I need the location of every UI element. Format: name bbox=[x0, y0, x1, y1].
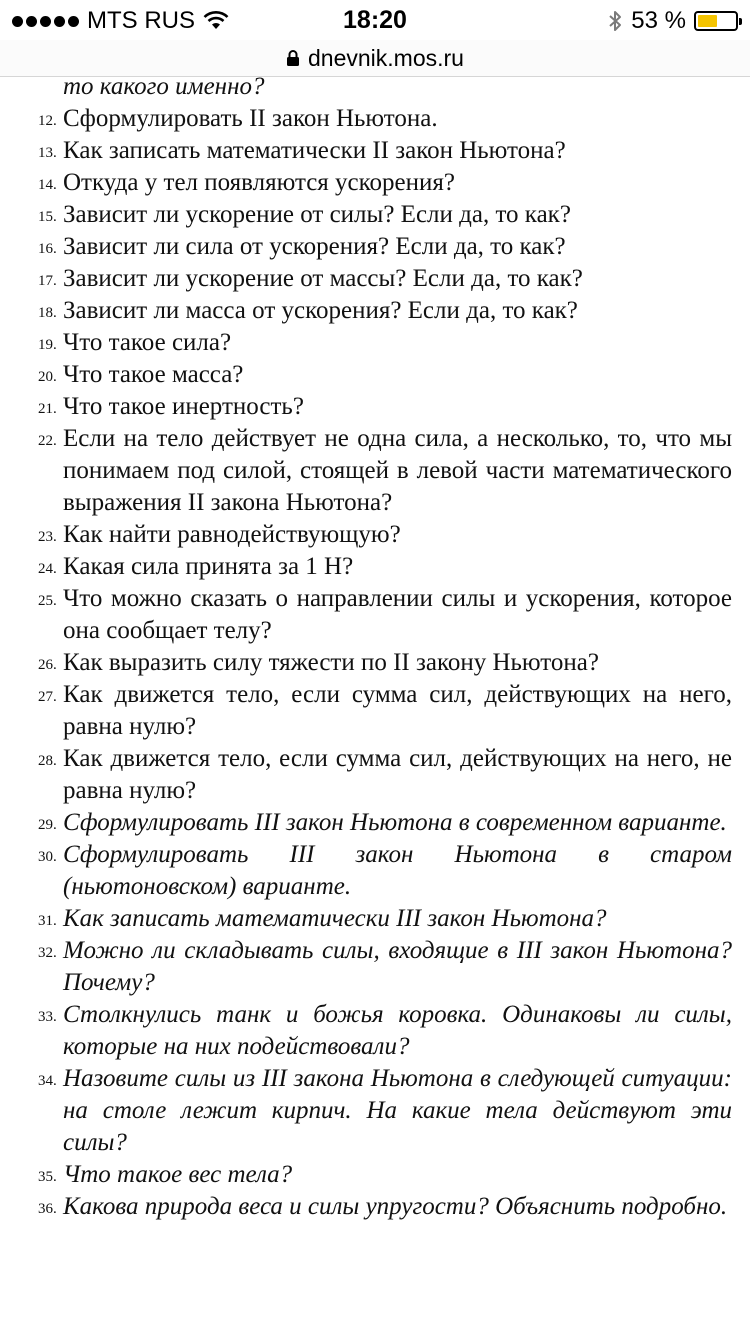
question-item bbox=[0, 1191, 750, 1223]
question-number: 12. bbox=[38, 113, 57, 129]
question-item bbox=[0, 295, 750, 327]
clock: 18:20 bbox=[343, 6, 407, 34]
lock-icon bbox=[286, 49, 300, 67]
question-number: 33. bbox=[38, 1009, 57, 1025]
question-number: 23. bbox=[38, 529, 57, 545]
question-number: 30. bbox=[38, 849, 57, 865]
question-item bbox=[0, 999, 750, 1063]
question-item bbox=[0, 743, 750, 807]
question-text: Назовите силы из III закона Ньютона в следующей ситуации: на столе лежит кирпич. На какие тела действуют эти силы? bbox=[63, 1065, 732, 1156]
question-text: Как движется тело, если сумма сил, действующих на него, не равна нулю? bbox=[63, 745, 732, 804]
partial-previous-line: то какого именно? bbox=[63, 77, 265, 100]
question-item bbox=[0, 391, 750, 423]
question-text: Как найти равнодействующую? bbox=[63, 521, 401, 548]
question-text: Что такое сила? bbox=[63, 329, 232, 356]
question-item bbox=[0, 679, 750, 743]
question-number: 32. bbox=[38, 945, 57, 961]
bluetooth-icon bbox=[607, 9, 623, 33]
question-text: Зависит ли ускорение от силы? Если да, то как? bbox=[63, 201, 571, 228]
question-item bbox=[0, 199, 750, 231]
question-item bbox=[0, 135, 750, 167]
question-text: Зависит ли ускорение от массы? Если да, то как? bbox=[63, 265, 583, 292]
question-text: Зависит ли сила от ускорения? Если да, то как? bbox=[63, 233, 566, 260]
question-item bbox=[0, 103, 750, 135]
question-number: 31. bbox=[38, 913, 57, 929]
question-text: Сформулировать III закон Ньютона в старом (ньютоновском) варианте. bbox=[63, 841, 732, 900]
question-text: Как записать математически III закон Ньютона? bbox=[63, 905, 607, 932]
question-number: 26. bbox=[38, 657, 57, 673]
question-number: 18. bbox=[38, 305, 57, 321]
question-number: 16. bbox=[38, 241, 57, 257]
question-number: 29. bbox=[38, 817, 57, 833]
question-text: Какая сила принята за 1 Н? bbox=[63, 553, 354, 580]
question-item bbox=[0, 1063, 750, 1159]
question-text: Какова природа веса и силы упругости? Объяснить подробно. bbox=[63, 1193, 728, 1220]
question-text: Если на тело действует не одна сила, а несколько, то, что мы понимаем под силой, стоящей в левой части математического выражения II закона Ньютона? bbox=[63, 425, 732, 516]
question-number: 20. bbox=[38, 369, 57, 385]
question-item bbox=[0, 263, 750, 295]
question-number: 22. bbox=[38, 433, 57, 449]
question-number: 36. bbox=[38, 1201, 57, 1217]
carrier-name: MTS RUS bbox=[87, 7, 195, 34]
question-number: 34. bbox=[38, 1073, 57, 1089]
question-text: Что можно сказать о направлении силы и ускорения, которое она сообщает телу? bbox=[63, 585, 732, 644]
question-number: 13. bbox=[38, 145, 57, 161]
question-text: Что такое инертность? bbox=[63, 393, 304, 420]
question-item bbox=[0, 423, 750, 519]
question-item bbox=[0, 1159, 750, 1191]
question-item bbox=[0, 327, 750, 359]
question-text: Что такое масса? bbox=[63, 361, 244, 388]
question-number: 17. bbox=[38, 273, 57, 289]
question-text: Столкнулись танк и божья коровка. Одинаковы ли силы, которые на них подействовали? bbox=[63, 1001, 732, 1060]
url-text[interactable]: dnevnik.mos.ru bbox=[308, 44, 464, 71]
question-number: 19. bbox=[38, 337, 57, 353]
question-item bbox=[0, 519, 750, 551]
question-item bbox=[0, 647, 750, 679]
question-text: Сформулировать II закон Ньютона. bbox=[63, 105, 438, 132]
address-bar[interactable] bbox=[0, 40, 750, 77]
question-text: Как записать математически II закон Ньютона? bbox=[63, 137, 566, 164]
question-text: Что такое вес тела? bbox=[63, 1161, 293, 1188]
question-item bbox=[0, 935, 750, 999]
battery-percent: 53 % bbox=[631, 7, 686, 34]
question-text: Зависит ли масса от ускорения? Если да, то как? bbox=[63, 297, 578, 324]
question-item bbox=[0, 807, 750, 839]
question-item bbox=[0, 167, 750, 199]
battery-icon bbox=[694, 11, 738, 31]
question-item bbox=[0, 359, 750, 391]
question-text: Можно ли складывать силы, входящие в III закон Ньютона? Почему? bbox=[63, 937, 732, 996]
question-item bbox=[0, 839, 750, 903]
question-number: 25. bbox=[38, 593, 57, 609]
question-text: Откуда у тел появляются ускорения? bbox=[63, 169, 455, 196]
question-number: 21. bbox=[38, 401, 57, 417]
question-number: 24. bbox=[38, 561, 57, 577]
question-item bbox=[0, 551, 750, 583]
question-number: 35. bbox=[38, 1169, 57, 1185]
document-view[interactable] bbox=[0, 77, 750, 1334]
question-item bbox=[0, 231, 750, 263]
question-item bbox=[0, 583, 750, 647]
question-text: Сформулировать III закон Ньютона в современном варианте. bbox=[63, 809, 727, 836]
question-number: 14. bbox=[38, 177, 57, 193]
question-text: Как выразить силу тяжести по II закону Ньютона? bbox=[63, 649, 599, 676]
question-number: 15. bbox=[38, 209, 57, 225]
battery-level-fill bbox=[698, 15, 717, 27]
question-number: 28. bbox=[38, 753, 57, 769]
status-bar bbox=[0, 0, 750, 40]
question-text: Как движется тело, если сумма сил, действующих на него, равна нулю? bbox=[63, 681, 732, 740]
question-list bbox=[0, 77, 750, 1223]
question-item bbox=[0, 903, 750, 935]
question-number: 27. bbox=[38, 689, 57, 705]
status-right-group bbox=[607, 7, 738, 35]
